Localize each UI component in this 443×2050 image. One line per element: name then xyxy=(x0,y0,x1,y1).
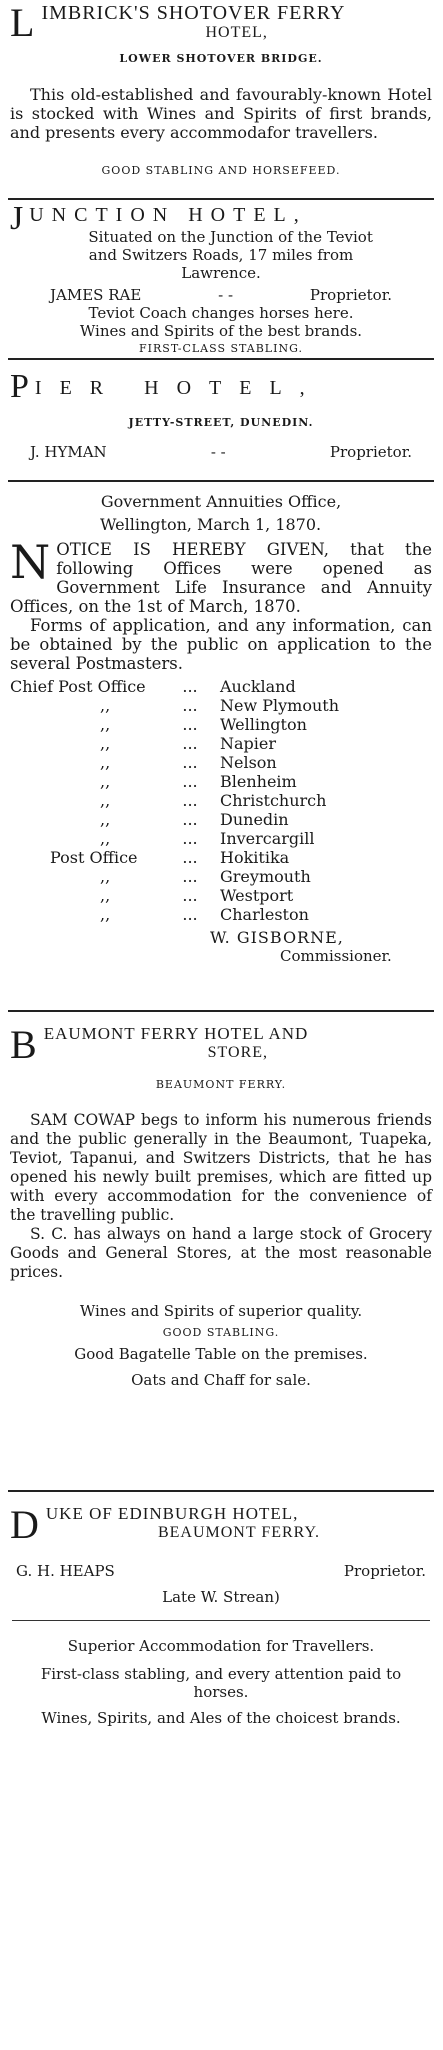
ad-duke-of-edinburgh xyxy=(6,1492,436,1800)
office-row: ,, ... Napier xyxy=(100,734,277,753)
office-row: ,, ... Nelson xyxy=(100,753,277,772)
proprietor-role: Proprietor. xyxy=(343,1562,426,1580)
notice-para2: Forms of application, and any information, can be obtained by the public on application to the several Postmasters. xyxy=(10,616,432,673)
office-row: ,, ... Wellington xyxy=(100,715,307,734)
notice-heading: Government Annuities Office, xyxy=(100,492,342,511)
ad-line: Wines and Spirits of superior quality. xyxy=(79,1302,363,1320)
ad-title-line2: STORE, xyxy=(207,1044,269,1061)
ad-para: S. C. has always on hand a large stock of Grocery Goods and General Stores, at the most reasonable prices. xyxy=(10,1225,432,1281)
ad-body: This old-established and favourably-known Hotel is stocked with Wines and Spirits of first brands, and presents every accommodafor travellers. xyxy=(10,85,432,142)
ad-line: Situated on the Junction of the Teviot xyxy=(88,228,373,246)
ad-line: GOOD STABLING. xyxy=(162,1326,280,1339)
office-row: Post Office ... Hokitika xyxy=(50,848,290,867)
ad-line: and Switzers Roads, 17 miles from xyxy=(88,246,354,264)
office-row: ,, ... Dunedin xyxy=(100,810,289,829)
ad-line: Wines and Spirits of the best brands. xyxy=(79,322,363,340)
ad-pier xyxy=(6,360,436,480)
notice-date: Wellington, March 1, 1870. xyxy=(100,515,322,534)
office-row: Chief Post Office ... Auckland xyxy=(10,677,296,696)
drop-cap: B xyxy=(10,1022,38,1067)
dashes: - - xyxy=(210,443,226,461)
office-row: ,, ... Blenheim xyxy=(100,772,297,791)
ad-title: EAUMONT FERRY HOTEL AND xyxy=(43,1024,309,1043)
ad-line: Teviot Coach changes horses here. xyxy=(88,304,354,322)
office-row: ,, ... Christchurch xyxy=(100,791,327,810)
ad-location: BEAUMONT FERRY. xyxy=(155,1078,287,1091)
proprietor-name: G. H. HEAPS xyxy=(16,1562,115,1580)
ad-government-annuities xyxy=(6,482,436,1010)
ad-line: Good Bagatelle Table on the premises. xyxy=(74,1345,368,1363)
signature-role: Commissioner. xyxy=(280,947,392,965)
ad-junction xyxy=(6,200,436,358)
newspaper-column xyxy=(6,0,436,1800)
ad-line: Superior Accommodation for Travellers. xyxy=(67,1637,375,1655)
dashes: - - xyxy=(218,286,234,304)
office-row: ,, ... New Plymouth xyxy=(100,696,340,715)
ad-line: First-class stabling, and every attention paid to horses. xyxy=(40,1665,402,1701)
divider xyxy=(12,1620,430,1621)
ad-title-line2: BEAUMONT FERRY. xyxy=(157,1524,320,1541)
office-list xyxy=(10,677,432,924)
ad-limbrick xyxy=(6,0,436,198)
drop-cap: D xyxy=(10,1502,40,1547)
ad-line: Lawrence. xyxy=(181,264,261,282)
ad-late: Late W. Strean) xyxy=(162,1588,280,1606)
drop-cap: N xyxy=(10,535,51,589)
ad-para: SAM COWAP begs to inform his numerous friends and the public generally in the Beaumont, Tuapeka, Teviot, Tapanui, and Switzers Districts, that he has opened his newly built premises, which are fitted up with every accommodation for the convenience of the travelling public. xyxy=(10,1111,432,1224)
ad-title-line2: HOTEL, xyxy=(205,24,268,41)
signature: W. GISBORNE, xyxy=(210,928,344,947)
office-row: ,, ... Westport xyxy=(100,886,294,905)
ad-title: IMBRICK'S SHOTOVER FERRY xyxy=(41,2,346,24)
office-row: ,, ... Invercargill xyxy=(100,829,315,848)
ad-location: JETTY-STREET, DUNEDIN. xyxy=(128,416,314,429)
proprietor-role: Proprietor. xyxy=(329,443,412,461)
ad-title: UKE OF EDINBURGH HOTEL, xyxy=(45,1504,299,1523)
office-row: ,, ... Charleston xyxy=(100,905,309,924)
proprietor-name: JAMES RAE xyxy=(50,286,142,304)
ad-line: Oats and Chaff for sale. xyxy=(131,1371,311,1389)
proprietor-name: J. HYMAN xyxy=(30,443,107,461)
ad-line: Wines, Spirits, and Ales of the choicest brands. xyxy=(41,1709,401,1727)
proprietor-role: Proprietor. xyxy=(309,286,392,304)
ad-footer: GOOD STABLING AND HORSEFEED. xyxy=(101,164,341,177)
ad-title: UNCTION HOTEL, xyxy=(29,204,307,226)
ad-location: LOWER SHOTOVER BRIDGE. xyxy=(119,52,323,65)
ad-beaumont xyxy=(6,1012,436,1490)
ad-footer: FIRST-CLASS STABLING. xyxy=(139,342,303,355)
office-row: ,, ... Greymouth xyxy=(100,867,311,886)
drop-cap: P xyxy=(10,368,29,405)
notice-body: OTICE IS HEREBY GIVEN, that the following Offices were opened as Government Life Insurance and Annuity Offices, on the 1st of March, 1870. xyxy=(10,540,432,616)
drop-cap: L xyxy=(10,0,36,45)
ad-title: IER HOTEL, xyxy=(34,377,323,399)
drop-cap: J xyxy=(10,200,24,237)
